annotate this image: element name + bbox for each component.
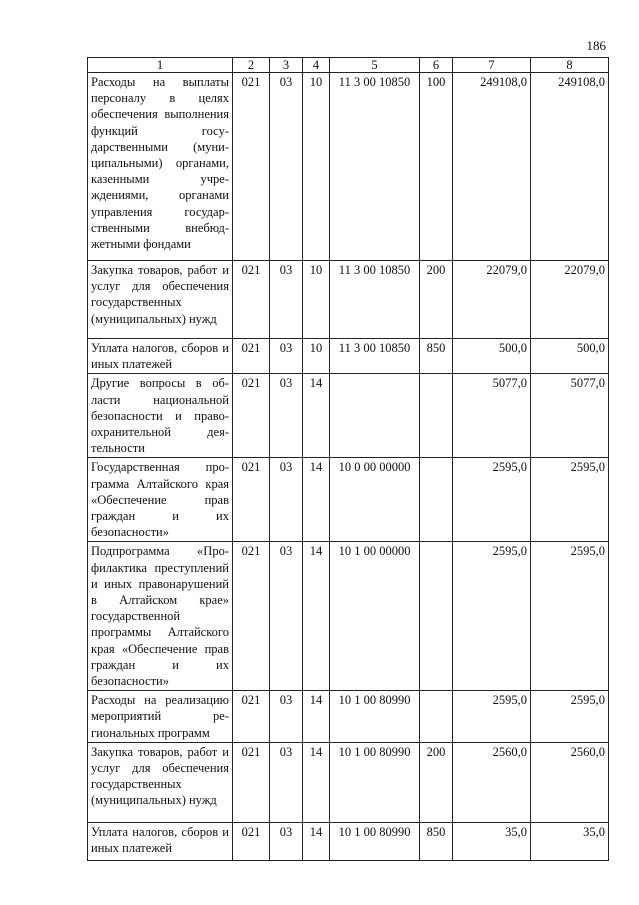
ministry-code-cell: 021 xyxy=(233,458,270,542)
header-cell-4: 4 xyxy=(303,58,330,73)
subsection-code-cell: 14 xyxy=(303,374,330,458)
amount-2-cell: 2595,0 xyxy=(531,458,609,542)
section-code-cell: 03 xyxy=(270,73,303,261)
section-code-cell: 03 xyxy=(270,261,303,339)
section-code-cell: 03 xyxy=(270,822,303,860)
table-row xyxy=(88,261,609,339)
table-row xyxy=(88,742,609,822)
expense-type-cell: 850 xyxy=(420,339,453,374)
header-cell-5: 5 xyxy=(330,58,420,73)
amount-cell: 249108,0 xyxy=(453,73,531,261)
amount-cell: 500,0 xyxy=(453,339,531,374)
budget-table xyxy=(87,57,609,861)
table-row xyxy=(88,73,609,261)
amount-cell: 2560,0 xyxy=(453,742,531,822)
expense-type-cell: 100 xyxy=(420,73,453,261)
table-row xyxy=(88,822,609,860)
subsection-code-cell: 10 xyxy=(303,73,330,261)
amount-2-cell: 249108,0 xyxy=(531,73,609,261)
amount-2-cell: 5077,0 xyxy=(531,374,609,458)
target-article-cell: 10 1 00 80990 xyxy=(330,822,420,860)
amount-cell: 2595,0 xyxy=(453,458,531,542)
expense-type-cell xyxy=(420,374,453,458)
target-article-cell: 11 3 00 10850 xyxy=(330,261,420,339)
ministry-code-cell: 021 xyxy=(233,339,270,374)
section-code-cell: 03 xyxy=(270,374,303,458)
amount-2-cell: 500,0 xyxy=(531,339,609,374)
header-row xyxy=(88,58,609,73)
expense-type-cell: 200 xyxy=(420,261,453,339)
header-cell-7: 7 xyxy=(453,58,531,73)
row-name-cell: Закупка товаров, работ и услуг для обеспечения государственных (муниципальных) нужд xyxy=(88,261,233,339)
expense-type-cell xyxy=(420,691,453,743)
row-name-cell: Уплата налогов, сборов и иных платежей xyxy=(88,339,233,374)
row-name-cell: Расходы на выплаты персоналу в целях обеспечения выполнения функций государственными (муниципальными) органами, казенными учреждениями, органами управления государственными внебюджетными фондами xyxy=(88,73,233,261)
subsection-code-cell: 14 xyxy=(303,742,330,822)
amount-2-cell: 2595,0 xyxy=(531,542,609,691)
expense-type-cell xyxy=(420,542,453,691)
expense-type-cell: 850 xyxy=(420,822,453,860)
ministry-code-cell: 021 xyxy=(233,691,270,743)
ministry-code-cell: 021 xyxy=(233,261,270,339)
ministry-code-cell: 021 xyxy=(233,742,270,822)
subsection-code-cell: 14 xyxy=(303,458,330,542)
row-name-cell: Закупка товаров, работ и услуг для обеспечения государственных (муниципальных) нужд xyxy=(88,742,233,822)
subsection-code-cell: 14 xyxy=(303,542,330,691)
row-name-cell: Подпрограмма «Профилактика преступлений и иных правонарушений в Алтайском крае» государственной программы Алтайского края «Обеспечение прав граждан и их безопасности» xyxy=(88,542,233,691)
section-code-cell: 03 xyxy=(270,742,303,822)
amount-cell: 5077,0 xyxy=(453,374,531,458)
ministry-code-cell: 021 xyxy=(233,542,270,691)
table-row xyxy=(88,542,609,691)
header-cell-6: 6 xyxy=(420,58,453,73)
subsection-code-cell: 14 xyxy=(303,822,330,860)
amount-cell: 35,0 xyxy=(453,822,531,860)
header-cell-1: 1 xyxy=(88,58,233,73)
target-article-cell: 10 1 00 00000 xyxy=(330,542,420,691)
row-name-cell: Расходы на реализацию мероприятий региональных программ xyxy=(88,691,233,743)
table-row xyxy=(88,691,609,743)
table-row xyxy=(88,458,609,542)
row-name-cell: Уплата налогов, сборов и иных платежей xyxy=(88,822,233,860)
amount-2-cell: 2560,0 xyxy=(531,742,609,822)
section-code-cell: 03 xyxy=(270,458,303,542)
amount-cell: 2595,0 xyxy=(453,542,531,691)
section-code-cell: 03 xyxy=(270,691,303,743)
expense-type-cell xyxy=(420,458,453,542)
amount-2-cell: 35,0 xyxy=(531,822,609,860)
target-article-cell: 11 3 00 10850 xyxy=(330,339,420,374)
section-code-cell: 03 xyxy=(270,542,303,691)
target-article-cell: 10 1 00 80990 xyxy=(330,691,420,743)
amount-2-cell: 22079,0 xyxy=(531,261,609,339)
subsection-code-cell: 14 xyxy=(303,691,330,743)
amount-cell: 22079,0 xyxy=(453,261,531,339)
table-row xyxy=(88,374,609,458)
header-cell-3: 3 xyxy=(270,58,303,73)
ministry-code-cell: 021 xyxy=(233,822,270,860)
target-article-cell: 11 3 00 10850 xyxy=(330,73,420,261)
header-cell-8: 8 xyxy=(531,58,609,73)
amount-2-cell: 2595,0 xyxy=(531,691,609,743)
target-article-cell: 10 0 00 00000 xyxy=(330,458,420,542)
ministry-code-cell: 021 xyxy=(233,73,270,261)
target-article-cell xyxy=(330,374,420,458)
row-name-cell: Другие вопросы в области национальной безопасности и правоохранительной деятельности xyxy=(88,374,233,458)
expense-type-cell: 200 xyxy=(420,742,453,822)
header-cell-2: 2 xyxy=(233,58,270,73)
ministry-code-cell: 021 xyxy=(233,374,270,458)
page-number: 186 xyxy=(586,38,606,53)
subsection-code-cell: 10 xyxy=(303,339,330,374)
table-row xyxy=(88,339,609,374)
row-name-cell: Государственная программа Алтайского края «Обеспечение прав граждан и их безопасности» xyxy=(88,458,233,542)
subsection-code-cell: 10 xyxy=(303,261,330,339)
section-code-cell: 03 xyxy=(270,339,303,374)
amount-cell: 2595,0 xyxy=(453,691,531,743)
target-article-cell: 10 1 00 80990 xyxy=(330,742,420,822)
